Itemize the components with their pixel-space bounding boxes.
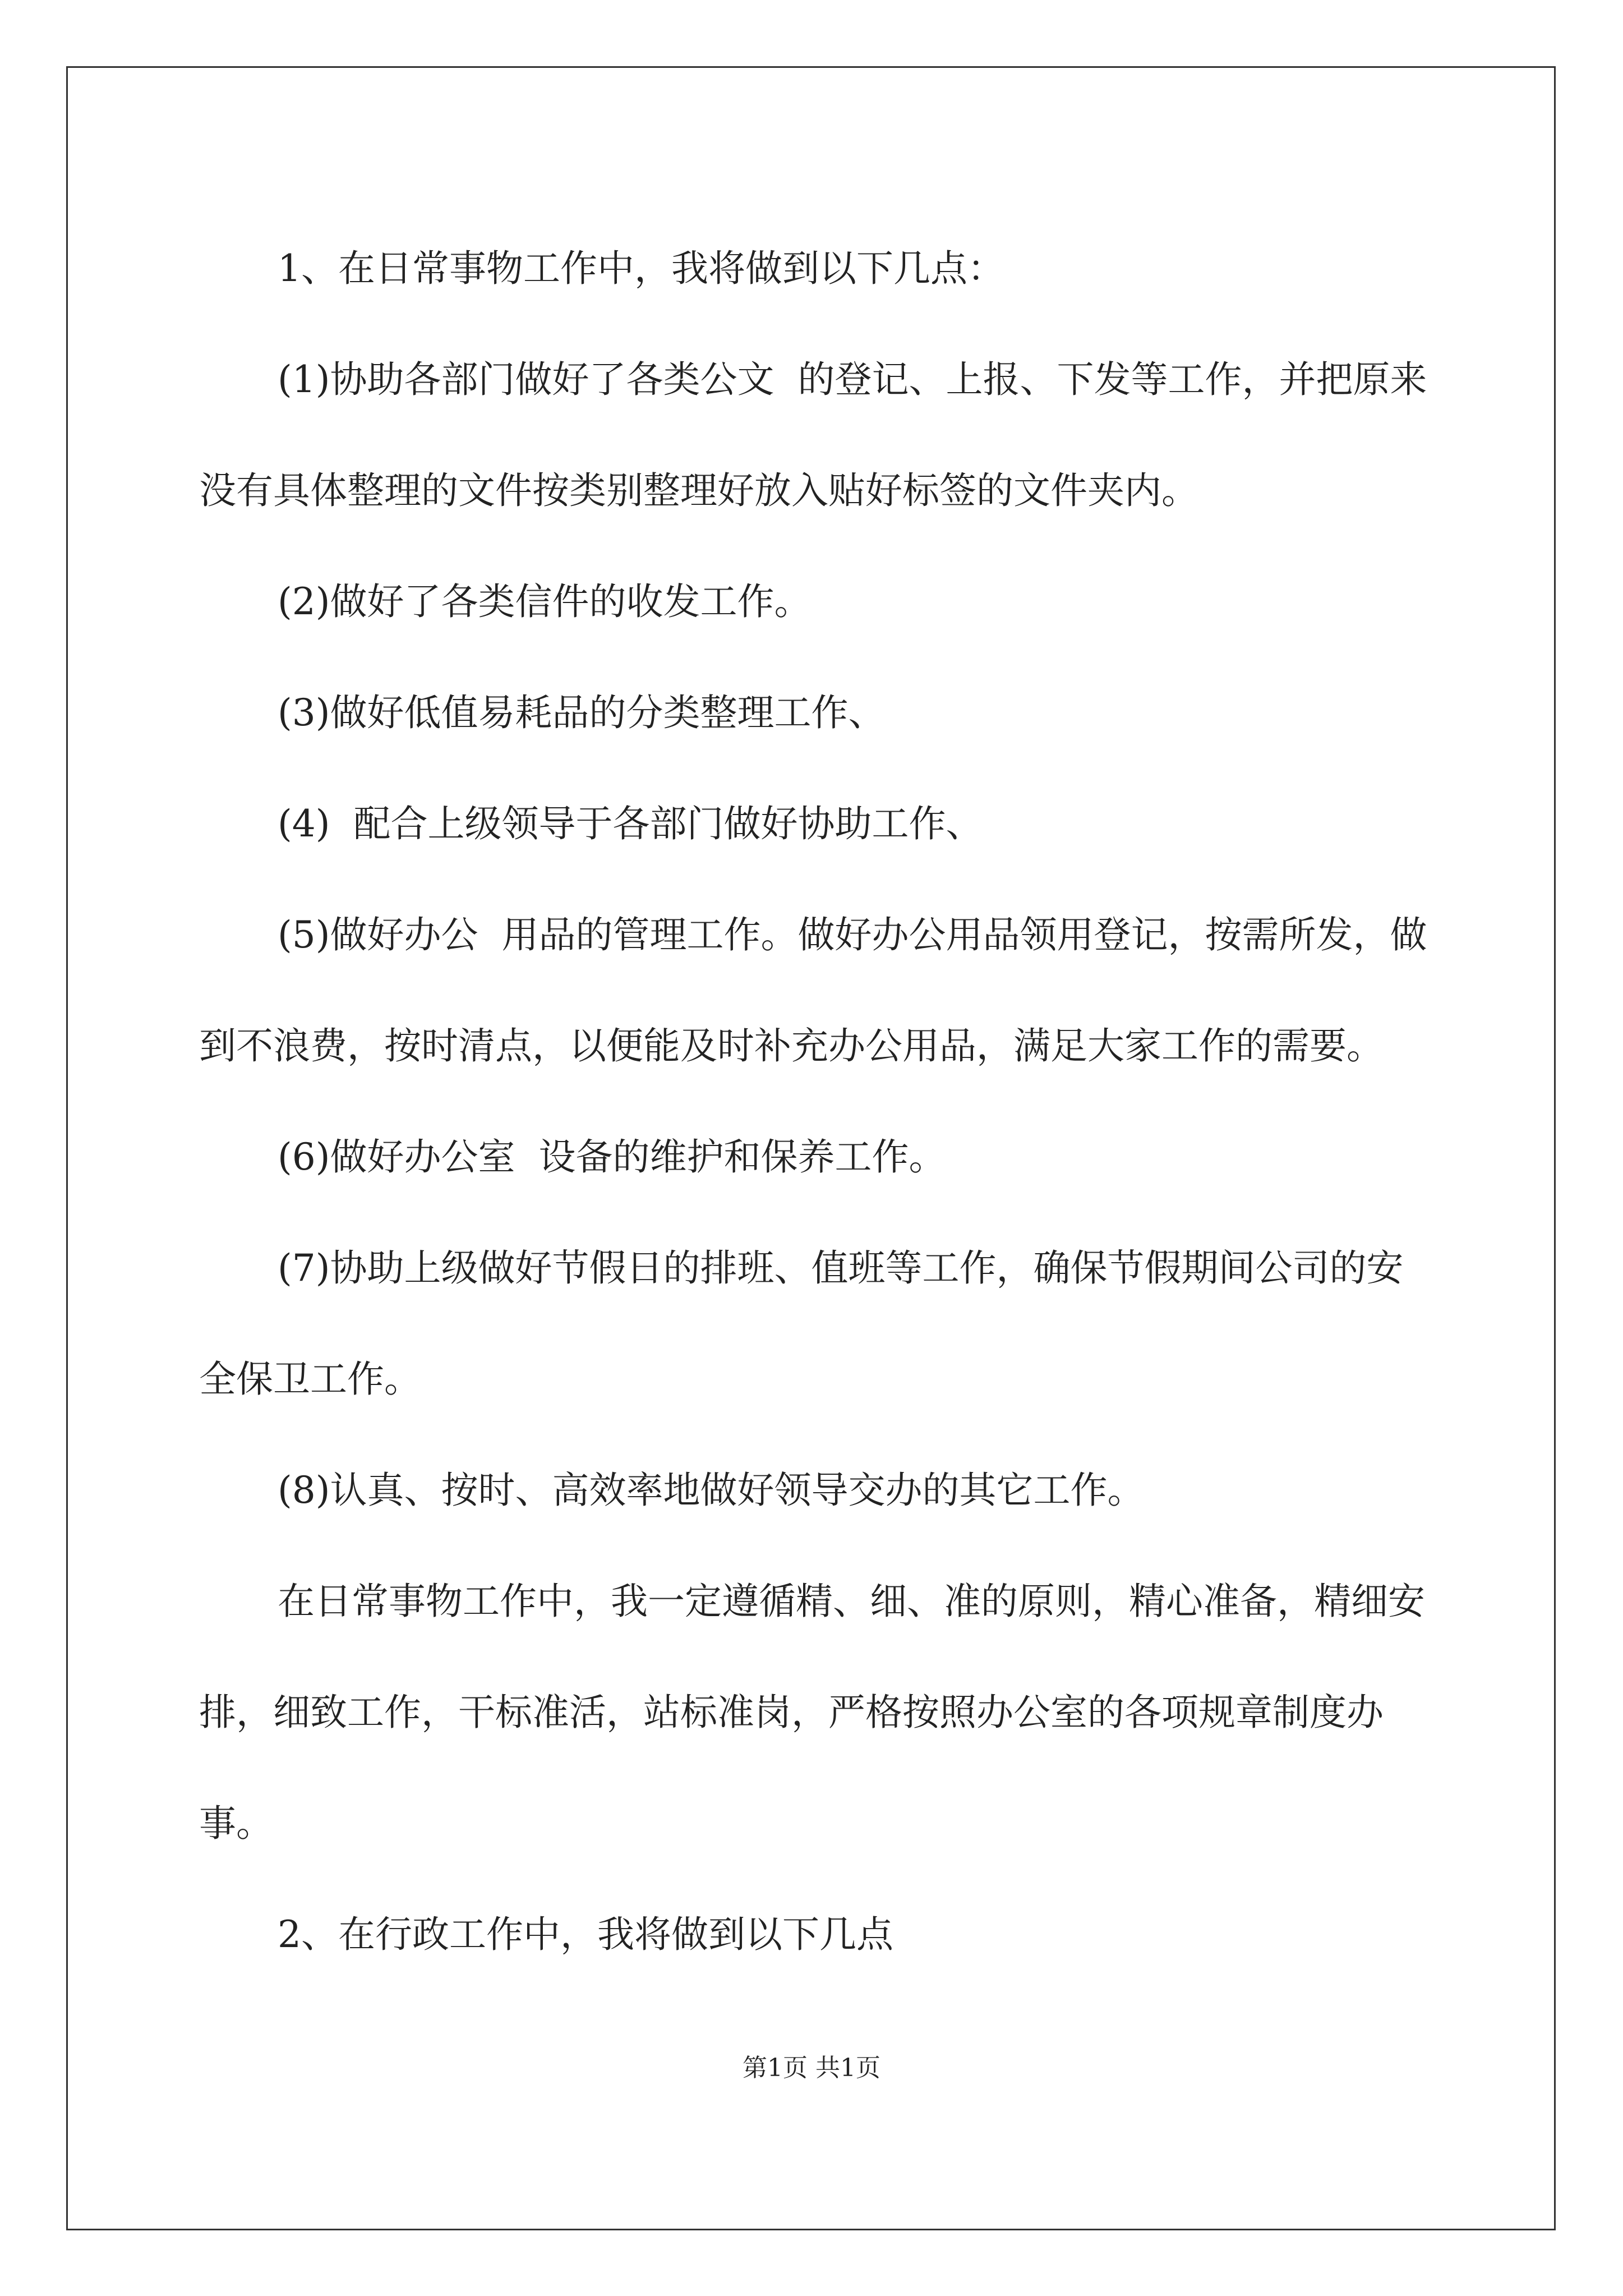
paragraph: (8)认真、按时、高效率地做好领导交办的其它工作。	[278, 1469, 1145, 1512]
paragraph: 在日常事物工作中，我一定遵循精、细、准的原则，精心准备，精细安排，细致工作，干标准活，站标准岗，严格按照办公室的各项规章制度办事。	[199, 1580, 1425, 1845]
page-footer	[0, 2047, 1623, 2083]
paragraph: (6)做好办公室 设备的维护和保养工作。	[278, 1135, 946, 1179]
paragraph: (2)做好了各类信件的收发工作。	[278, 580, 811, 623]
paragraph: (1)协助各部门做好了各类公文 的登记、上报、下发等工作，并把原来没有具体整理的文件按类别整理好放入贴好标签的文件夹内。	[199, 358, 1427, 512]
page-number: 第1页 共1页	[743, 2054, 880, 2082]
paragraph: 1、在日常事物工作中，我将做到以下几点：	[278, 247, 1004, 290]
document-body	[199, 213, 1438, 1990]
paragraph: (7)协助上级做好节假日的排班、值班等工作，确保节假期间公司的安全保卫工作。	[199, 1246, 1404, 1401]
paragraph: (3)做好低值易耗品的分类整理工作、	[278, 691, 886, 734]
paragraph: (4) 配合上级领导于各部门做好协助工作、	[278, 802, 983, 845]
paragraph: 2、在行政工作中，我将做到以下几点	[278, 1913, 893, 1956]
paragraph: (5)做好办公 用品的管理工作。做好办公用品领用登记，按需所发，做到不浪费，按时清点，以便能及时补充办公用品，满足大家工作的需要。	[199, 913, 1427, 1068]
